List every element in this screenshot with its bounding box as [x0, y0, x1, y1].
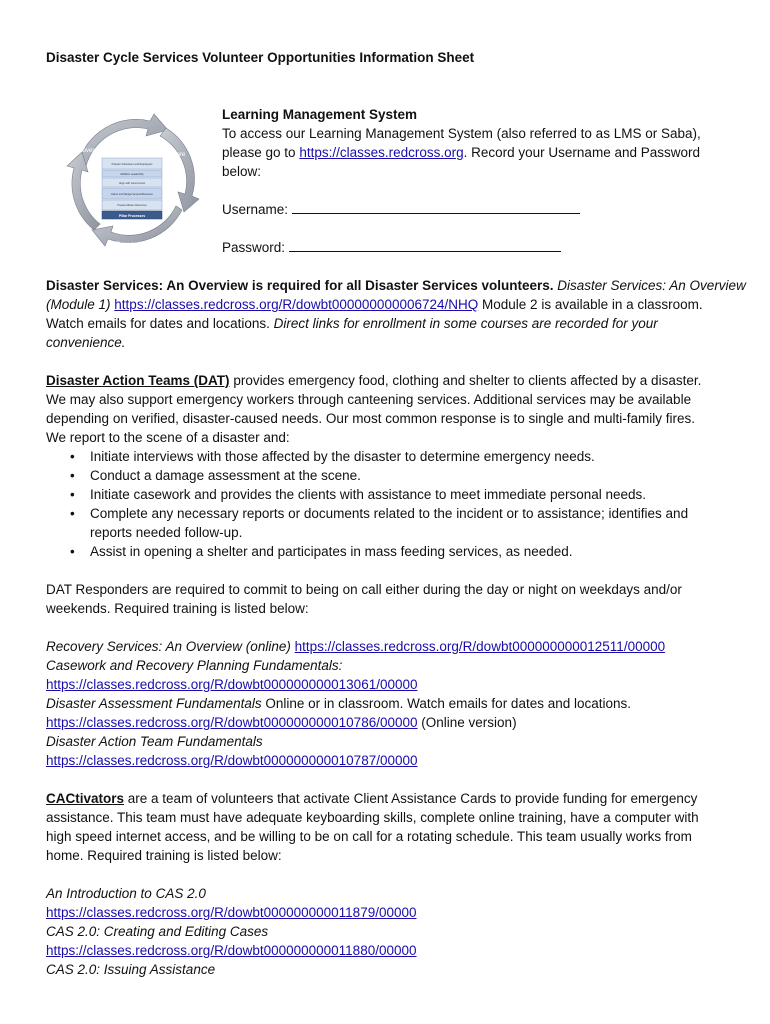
- password-field[interactable]: [289, 238, 561, 252]
- dat-fundamentals-row: [46, 751, 418, 770]
- diagram-inner-item: Mobilize Leadership: [120, 173, 144, 176]
- cact-line-1-rest: are a team of volunteers that activate Client Assistance Cards to provide funding for emergency: [127, 791, 698, 806]
- diagram-label-respond: Respond: [116, 242, 141, 248]
- diagram-inner-stack: [102, 158, 162, 219]
- overview-line-3: [46, 314, 658, 333]
- cas-intro-link[interactable]: https://classes.redcross.org/R/dowbt000000000011879/00000: [46, 905, 417, 920]
- assessment-title: Disaster Assessment Fundamentals: [46, 696, 262, 711]
- dat-bullet-item-cont: reports needed follow-up.: [90, 525, 243, 540]
- dat-bullet-item: Initiate interviews with those affected by the disaster to determine emergency needs.: [90, 449, 595, 464]
- lms-line-2: [222, 143, 700, 162]
- dat-bullet-item: Initiate casework and provides the clients with assistance to meet immediate personal needs.: [90, 487, 647, 502]
- lms-line-1: To access our Learning Management System (also referred to as LMS or Saba),: [222, 126, 701, 141]
- diagram-label-recover: Recover: [72, 148, 95, 154]
- cact-line-4: home. Required training is listed below:: [46, 848, 282, 863]
- assessment-course: [46, 694, 631, 713]
- cact-line-1: [46, 789, 697, 808]
- dat-commit-2: weekends. Required training is listed below:: [46, 601, 309, 616]
- overview-module2: Module 2 is available in a classroom.: [482, 297, 703, 312]
- overview-line-1: [46, 276, 746, 295]
- casework-title: Casework and Recovery Planning Fundamentals:: [46, 658, 343, 673]
- dat-line-3: depending on verified, disaster-caused needs. Our most common response is to single and multi-family fires.: [46, 411, 696, 426]
- cact-line-2: assistance. This team must have adequate keyboarding skills, complete online training, have a computer with: [46, 810, 699, 825]
- bullet-marker: •: [70, 449, 75, 464]
- dat-bullet-item: Complete any necessary reports or documents related to the incident or to assistance; identifies and: [90, 506, 689, 521]
- diagram-pillar-label: Pillar Processes: [118, 214, 146, 218]
- lms-url-link[interactable]: https://classes.redcross.org: [299, 145, 464, 160]
- bullet-marker: •: [70, 506, 75, 521]
- dat-line-1: [46, 371, 701, 390]
- page-title: Disaster Cycle Services Volunteer Opportunities Information Sheet: [46, 50, 475, 65]
- overview-line-2: [46, 295, 703, 314]
- bullet-marker: •: [70, 468, 75, 483]
- overview-watch: Watch emails for dates and locations.: [46, 316, 270, 331]
- assessment-row: [46, 713, 517, 732]
- assessment-note: Online or in classroom. Watch emails for dates and locations.: [265, 696, 632, 711]
- casework-row: [46, 675, 418, 694]
- diagram-inner-item: Prepare Mission Resources: [117, 204, 147, 207]
- recovery-link[interactable]: https://classes.redcross.org/R/dowbt000000000012511/00000: [294, 639, 666, 654]
- disaster-cycle-diagram: [58, 106, 208, 256]
- overview-required: Disaster Services: An Overview is required for all Disaster Services volunteers.: [46, 278, 554, 293]
- cas-edit-link[interactable]: https://classes.redcross.org/R/dowbt000000000011880/00000: [46, 943, 417, 958]
- username-label: Username:: [222, 202, 289, 217]
- dat-heading: Disaster Action Teams (DAT): [46, 373, 230, 388]
- dat-commit-1: DAT Responders are required to commit to being on call either during the day or night on weekdays and/or: [46, 582, 682, 597]
- dat-line-2: We may also support emergency workers through canteening services. Additional services may be available: [46, 392, 692, 407]
- overview-line-4: convenience.: [46, 335, 126, 350]
- cas-edit-row: [46, 941, 417, 960]
- cas-intro-title: An Introduction to CAS 2.0: [46, 886, 206, 901]
- dat-fundamentals-title: Disaster Action Team Fundamentals: [46, 734, 263, 749]
- overview-course-title: Disaster Services: An Overview: [557, 278, 746, 293]
- lms-heading: Learning Management System: [222, 107, 418, 122]
- lms-line-2-post: . Record your Username and Password: [463, 145, 700, 160]
- diagram-inner-item: Deliver and Manage Services/Resources: [111, 194, 153, 196]
- dat-fundamentals-link[interactable]: https://classes.redcross.org/R/dowbt000000000010787/00000: [46, 753, 418, 768]
- casework-link[interactable]: https://classes.redcross.org/R/dowbt000000000013061/00000: [46, 677, 418, 692]
- overview-module: (Module 1): [46, 297, 111, 312]
- bullet-marker: •: [70, 544, 75, 559]
- dat-bullet-item: Conduct a damage assessment at the scene.: [90, 468, 361, 483]
- cas-issue-title: CAS 2.0: Issuing Assistance: [46, 962, 216, 977]
- cas-edit-title: CAS 2.0: Creating and Editing Cases: [46, 924, 269, 939]
- recovery-course: [46, 637, 665, 656]
- bullet-marker: •: [70, 487, 75, 502]
- assessment-link[interactable]: https://classes.redcross.org/R/dowbt000000000010786/00000: [46, 715, 418, 730]
- assessment-version: (Online version): [421, 715, 517, 730]
- overview-link[interactable]: https://classes.redcross.org/R/dowbt000000000006724/NHQ: [114, 297, 479, 312]
- username-field[interactable]: [292, 200, 580, 214]
- dat-bullet-item: Assist in opening a shelter and participates in mass feeding services, as needed.: [90, 544, 573, 559]
- diagram-label-prepare: Prepare: [164, 152, 186, 158]
- lms-line-2-pre: please go to: [222, 145, 300, 160]
- diagram-inner-item: Prepare Volunteers and Employees: [111, 163, 153, 166]
- dat-line-1-rest: provides emergency food, clothing and shelter to clients affected by a disaster.: [233, 373, 702, 388]
- cact-line-3: high speed internet access, and be willing to be on call for a rotating schedule. This team usually works from: [46, 829, 692, 844]
- dat-line-4: We report to the scene of a disaster and:: [46, 430, 290, 445]
- password-label: Password:: [222, 240, 286, 255]
- cas-intro-row: [46, 903, 417, 922]
- diagram-inner-item: Align with Government: [118, 182, 146, 185]
- cact-heading: CACtivators: [46, 791, 125, 806]
- lms-line-3: below:: [222, 164, 262, 179]
- username-row: [222, 200, 580, 219]
- overview-direct-links: Direct links for enrollment in some courses are recorded for your: [273, 316, 658, 331]
- recovery-title: Recovery Services: An Overview (online): [46, 639, 291, 654]
- password-row: [222, 238, 561, 257]
